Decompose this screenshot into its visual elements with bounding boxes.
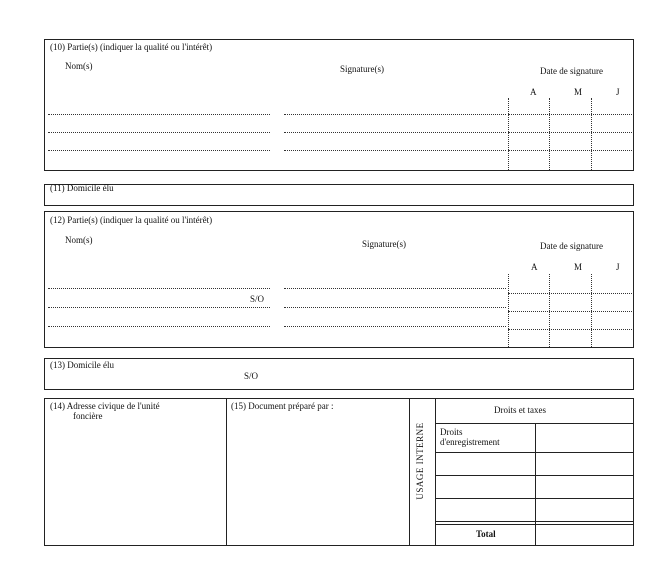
fees-row-1-amount-field[interactable] xyxy=(537,425,631,451)
fees-total-amount-field[interactable] xyxy=(537,526,631,544)
section-10-name-field-1[interactable] xyxy=(48,114,270,115)
section-13-value: S/O xyxy=(244,371,259,381)
section-10-name-field-3[interactable] xyxy=(48,150,270,151)
section-11-box[interactable] xyxy=(44,184,634,206)
section-12-date-divider-1 xyxy=(508,274,509,347)
section-10-names-header: Nom(s) xyxy=(65,61,93,71)
fees-row-4-amount-field[interactable] xyxy=(537,500,631,520)
section-10-date-header: Date de signature xyxy=(540,66,603,76)
section-12-date-field-1[interactable] xyxy=(508,293,632,294)
section-12-name-field-1[interactable] xyxy=(48,288,270,289)
fees-row-1-label-line1: Droits xyxy=(440,427,463,437)
section-14-heading-line1: (14) Adresse civique de l'unité xyxy=(50,401,160,411)
section-10-date-day: J xyxy=(616,87,620,97)
section-12-date-divider-2 xyxy=(549,274,550,347)
section-10-signature-field-3[interactable] xyxy=(284,150,506,151)
section-10-date-divider-2 xyxy=(549,98,550,170)
internal-use-vertical-label: USAGE INTERNE xyxy=(415,422,425,500)
section-12-date-year: A xyxy=(531,262,538,272)
section-12-heading: (12) Partie(s) (indiquer la qualité ou l'intérêt) xyxy=(50,215,213,225)
section-12-date-field-3[interactable] xyxy=(508,329,632,330)
divider-15-internal xyxy=(409,398,410,546)
section-10-date-field-3[interactable] xyxy=(508,150,632,151)
section-10-date-year: A xyxy=(530,87,537,97)
section-10-signature-field-2[interactable] xyxy=(284,132,506,133)
fees-total-label: Total xyxy=(476,529,496,539)
section-12-box xyxy=(44,211,634,348)
section-10-signature-field-1[interactable] xyxy=(284,114,506,115)
section-10-date-field-2[interactable] xyxy=(508,132,632,133)
section-12-signatures-header: Signature(s) xyxy=(362,239,406,249)
section-10-heading: (10) Partie(s) (indiquer la qualité ou l'intérêt) xyxy=(50,42,213,52)
section-13-box[interactable] xyxy=(44,358,634,390)
section-12-name-field-2[interactable] xyxy=(48,307,270,308)
fees-row-1-label-line2: d'enregistrement xyxy=(440,437,500,447)
section-10-date-field-1[interactable] xyxy=(508,114,632,115)
section-12-name-value: S/O xyxy=(250,294,265,304)
section-12-date-header: Date de signature xyxy=(540,241,603,251)
section-13-heading: (13) Domicile élu xyxy=(50,360,114,370)
section-10-date-divider-3 xyxy=(591,98,592,170)
divider-14-15 xyxy=(226,398,227,546)
section-12-signature-field-2[interactable] xyxy=(284,307,506,308)
fees-row-2-amount-field[interactable] xyxy=(537,454,631,474)
fees-row-rule-1 xyxy=(435,452,633,453)
section-12-date-day: J xyxy=(616,262,620,272)
section-10-signatures-header: Signature(s) xyxy=(340,64,384,74)
section-14-heading-line2: foncière xyxy=(73,411,103,421)
fees-column-divider xyxy=(535,423,536,546)
section-10-date-month: M xyxy=(574,87,583,97)
section-11-heading: (11) Domicile élu xyxy=(50,183,114,193)
fees-header: Droits et taxes xyxy=(494,405,546,415)
section-12-names-header: Nom(s) xyxy=(65,235,93,245)
section-12-date-divider-3 xyxy=(591,274,592,347)
fees-row-rule-3 xyxy=(435,498,633,499)
section-10-date-divider-1 xyxy=(508,98,509,170)
section-15-heading: (15) Document préparé par : xyxy=(231,401,334,411)
fees-header-rule xyxy=(435,423,633,424)
section-12-signature-field-3[interactable] xyxy=(284,326,506,327)
fees-total-rule xyxy=(435,524,633,525)
section-14-address-field[interactable] xyxy=(46,424,224,542)
section-15-prepared-by-field[interactable] xyxy=(230,416,406,542)
fees-row-rule-2 xyxy=(435,475,633,476)
section-12-date-field-2[interactable] xyxy=(508,311,632,312)
fees-row-3-amount-field[interactable] xyxy=(537,477,631,497)
section-12-signature-field-1[interactable] xyxy=(284,288,506,289)
section-12-name-field-3[interactable] xyxy=(48,326,270,327)
section-12-date-month: M xyxy=(574,262,583,272)
section-10-name-field-2[interactable] xyxy=(48,132,270,133)
fees-row-rule-4 xyxy=(435,521,633,522)
section-10-box xyxy=(44,39,634,171)
